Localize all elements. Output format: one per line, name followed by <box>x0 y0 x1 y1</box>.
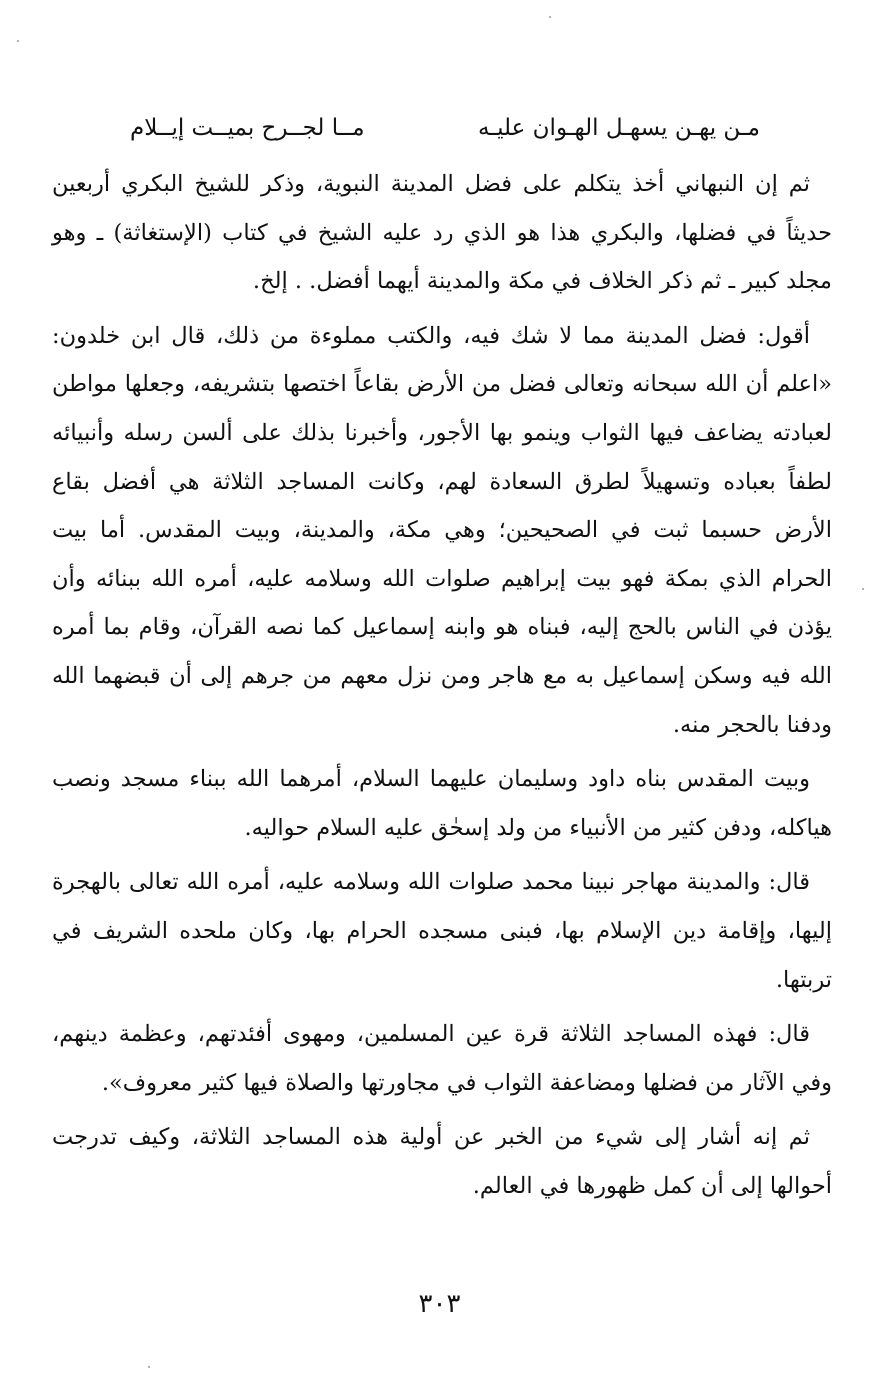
scan-speck <box>17 40 19 42</box>
verse-first-hemistich: مـن يهـن يسهـل الهـوان عليـه <box>478 115 760 141</box>
paragraph-madina-hijra: قال: والمدينة مهاجر نبينا محمد صلوات الله وسلامه عليه، أمره الله تعالى بالهجرة إليها، وإقامة دين الإسلام بها، فبنى مسجده الحرام بها، وكان ملحده الشريف في تربتها. <box>52 869 832 993</box>
page-body-text <box>52 160 832 1216</box>
page-number: ٣٠٣ <box>418 1289 461 1319</box>
paragraph-conclusion: ثم إنه أشار إلى شيء من الخبر عن أولية هذه المساجد الثلاثة، وكيف تدرجت أحوالها إلى أن كمل ظهورها في العالم. <box>52 1124 832 1199</box>
paragraph-nabhani-madina: ثم إن النبهاني أخذ يتكلم على فضل المدينة النبوية، وذكر للشيخ البكري أربعين حديثاً في فضلها، والبكري هذا هو الذي رد عليه الشيخ في كتاب (الإستغاثة) ـ وهو مجلد كبير ـ ثم ذكر الخلاف في مكة والمدينة أيهما أفضل. . إلخ. <box>52 171 832 295</box>
scan-speck <box>148 1366 150 1368</box>
scan-speck <box>862 588 864 590</box>
paragraph-three-mosques: قال: فهذه المساجد الثلاثة قرة عين المسلمين، ومهوى أفئدتهم، وعظمة دينهم، وفي الآثار من فضلها ومضاعفة الثواب في مجاورتها والصلاة فيها كثير معروف». <box>52 1021 832 1096</box>
scan-speck <box>549 16 551 18</box>
poetry-verse <box>120 104 760 152</box>
paragraph-bayt-al-maqdis: وبيت المقدس بناه داود وسليمان عليهما السلام، أمرهما الله ببناء مسجد ونصب هياكله، ودفن كثير من الأنبياء من ولد إسحٰق عليه السلام حواليه. <box>52 766 832 841</box>
verse-second-hemistich: مــا لجــرح بميــت إيــلام <box>130 115 365 141</box>
paragraph-ibn-khaldun-quote: أقول: فضل المدينة مما لا شك فيه، والكتب مملوءة من ذلك، قال ابن خلدون: «اعلم أن الله سبحانه وتعالى فضل من الأرض بقاعاً اختصها بتشريفه، وجعلها مواطن لعبادته يضاعف فيها الثواب وينمو بها الأجور، وأخبرنا بذلك على ألسن رسله وأنبيائه لطفاً بعباده وتسهيلاً لطرق السعادة لهم، وكانت المساجد الثلاثة هي أفضل بقاع الأرض حسبما ثبت في الصحيحين؛ وهي مكة، والمدينة، وبيت المقدس. أما بيت الحرام الذي بمكة فهو بيت إبراهيم صلوات الله وسلامه عليه، أمره الله ببنائه وأن يؤذن في الناس بالحج إليه، فبناه هو وابنه إسماعيل كما نصه القرآن، وقام بما أمره الله فيه وسكن إسماعيل به مع هاجر ومن نزل معهم من جرهم إلى أن قبضهما الله ودفنا بالحجر منه. <box>52 322 832 738</box>
